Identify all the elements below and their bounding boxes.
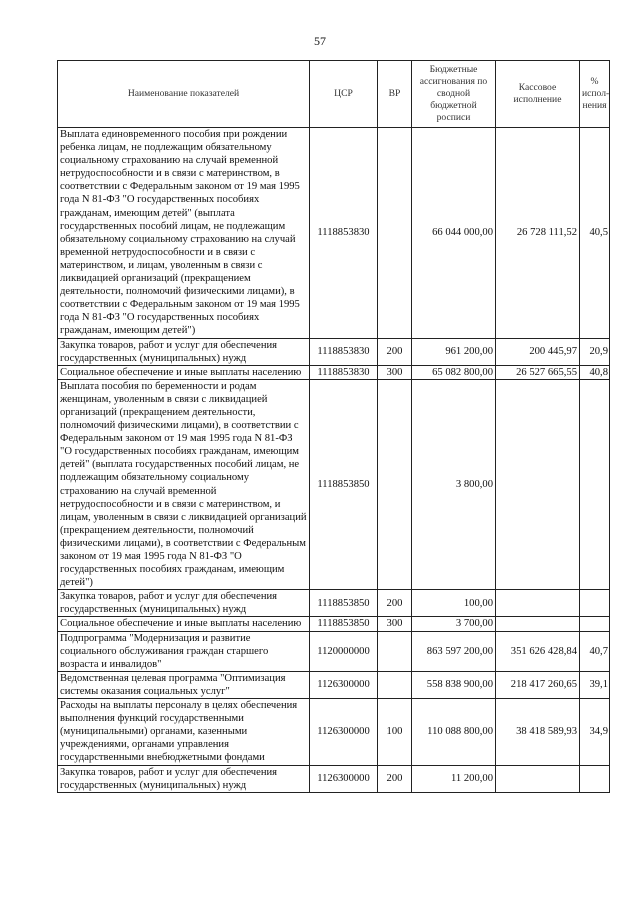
cell-vr: [378, 379, 412, 590]
table-row: [58, 671, 610, 698]
cell-plan: 3 800,00: [412, 379, 496, 590]
cell-cash: 38 418 589,93: [496, 699, 580, 765]
cell-cash: [496, 765, 580, 792]
budget-execution-table: [57, 60, 610, 793]
cell-csr: 1118853830: [310, 365, 378, 379]
cell-cash: [496, 617, 580, 631]
table-row: [58, 338, 610, 365]
cell-cash: 200 445,97: [496, 338, 580, 365]
cell-name: Выплата единовременного пособия при рождении ребенка лицам, не подлежащим обязательному социальному страхованию на случай временной нетрудоспособности и в связи с материнством, в соответствии с Федеральным законом от 19 мая 1995 года N 81-ФЗ "О государственных пособиях гражданам, имеющим детей" (выплата государственных пособий лицам, не подлежащим обязательному социальному страхованию на случай временной нетрудоспособности и в связи с материнством, и лицам, уволенным в связи с ликвидацией организаций (прекращением деятельности, полномочий физическими лицами), в соответствии с Федеральным законом от 19 мая 1995 года N 81-ФЗ "О государственных пособиях гражданам, имеющим детей"): [58, 128, 310, 339]
cell-pct: [580, 590, 610, 617]
cell-cash: 218 417 260,65: [496, 671, 580, 698]
cell-name: Социальное обеспечение и иные выплаты населению: [58, 617, 310, 631]
cell-name: Закупка товаров, работ и услуг для обеспечения государственных (муниципальных) нужд: [58, 765, 310, 792]
cell-csr: 1126300000: [310, 765, 378, 792]
page-number: 57: [314, 34, 326, 48]
cell-pct: [580, 765, 610, 792]
cell-csr: 1118853830: [310, 338, 378, 365]
cell-plan: 100,00: [412, 590, 496, 617]
cell-vr: [378, 128, 412, 339]
cell-pct: [580, 617, 610, 631]
header-cash: Кассовое исполнение: [496, 61, 580, 128]
cell-vr: [378, 631, 412, 671]
table-header-row: [58, 61, 610, 128]
cell-pct: 39,1: [580, 671, 610, 698]
cell-pct: 40,8: [580, 365, 610, 379]
table-row: [58, 128, 610, 339]
cell-csr: 1126300000: [310, 699, 378, 765]
cell-vr: 200: [378, 765, 412, 792]
cell-vr: 200: [378, 338, 412, 365]
cell-vr: 300: [378, 617, 412, 631]
cell-csr: 1120000000: [310, 631, 378, 671]
header-vr: ВР: [378, 61, 412, 128]
cell-pct: 20,9: [580, 338, 610, 365]
cell-name: Закупка товаров, работ и услуг для обеспечения государственных (муниципальных) нужд: [58, 590, 310, 617]
cell-plan: 3 700,00: [412, 617, 496, 631]
cell-plan: 65 082 800,00: [412, 365, 496, 379]
cell-vr: 200: [378, 590, 412, 617]
cell-csr: 1118853850: [310, 617, 378, 631]
table-row: [58, 631, 610, 671]
cell-csr: 1126300000: [310, 671, 378, 698]
cell-pct: 40,7: [580, 631, 610, 671]
cell-plan: 66 044 000,00: [412, 128, 496, 339]
cell-plan: 110 088 800,00: [412, 699, 496, 765]
cell-cash: 26 527 665,55: [496, 365, 580, 379]
header-pct: % испол-нения: [580, 61, 610, 128]
cell-name: Выплата пособия по беременности и родам женщинам, уволенным в связи с ликвидацией организаций (прекращением деятельности, полномочий физическими лицами), в соответствии с Федеральным законом от 19 мая 1995 года N 81-ФЗ "О государственных пособиях гражданам, имеющим детей" (выплата государственных пособий лицам, не подлежащим обязательному социальному страхованию на случай временной нетрудоспособности и в связи с материнством, и лицам, уволенным в связи с ликвидацией организаций (прекращением деятельности, полномочий физическими лицами), в соответствии с Федеральным законом от 19 мая 1995 года N 81-ФЗ "О государственных пособиях гражданам, имеющим детей"): [58, 379, 310, 590]
cell-cash: 26 728 111,52: [496, 128, 580, 339]
table-row: [58, 765, 610, 792]
cell-cash: 351 626 428,84: [496, 631, 580, 671]
cell-name: Социальное обеспечение и иные выплаты населению: [58, 365, 310, 379]
cell-csr: 1118853830: [310, 128, 378, 339]
cell-name: Расходы на выплаты персоналу в целях обеспечения выполнения функций государственными (муниципальными) органами, казенными учреждениями, органами управления государственными внебюджетными фондами: [58, 699, 310, 765]
table-row: [58, 379, 610, 590]
cell-name: Ведомственная целевая программа "Оптимизация системы оказания социальных услуг": [58, 671, 310, 698]
cell-cash: [496, 379, 580, 590]
header-plan: Бюджетные ассигнования по сводной бюджетной росписи: [412, 61, 496, 128]
table-row: [58, 699, 610, 765]
cell-vr: [378, 671, 412, 698]
cell-pct: 34,9: [580, 699, 610, 765]
cell-name: Подпрограмма "Модернизация и развитие социального обслуживания граждан старшего возраста и инвалидов": [58, 631, 310, 671]
header-name: Наименование показателей: [58, 61, 310, 128]
cell-pct: 40,5: [580, 128, 610, 339]
cell-plan: 961 200,00: [412, 338, 496, 365]
cell-csr: 1118853850: [310, 379, 378, 590]
cell-cash: [496, 590, 580, 617]
cell-vr: 300: [378, 365, 412, 379]
cell-name: Закупка товаров, работ и услуг для обеспечения государственных (муниципальных) нужд: [58, 338, 310, 365]
cell-pct: [580, 379, 610, 590]
table-row: [58, 590, 610, 617]
cell-csr: 1118853850: [310, 590, 378, 617]
cell-plan: 11 200,00: [412, 765, 496, 792]
cell-plan: 863 597 200,00: [412, 631, 496, 671]
header-csr: ЦСР: [310, 61, 378, 128]
cell-plan: 558 838 900,00: [412, 671, 496, 698]
table-row: [58, 617, 610, 631]
cell-vr: 100: [378, 699, 412, 765]
table-row: [58, 365, 610, 379]
